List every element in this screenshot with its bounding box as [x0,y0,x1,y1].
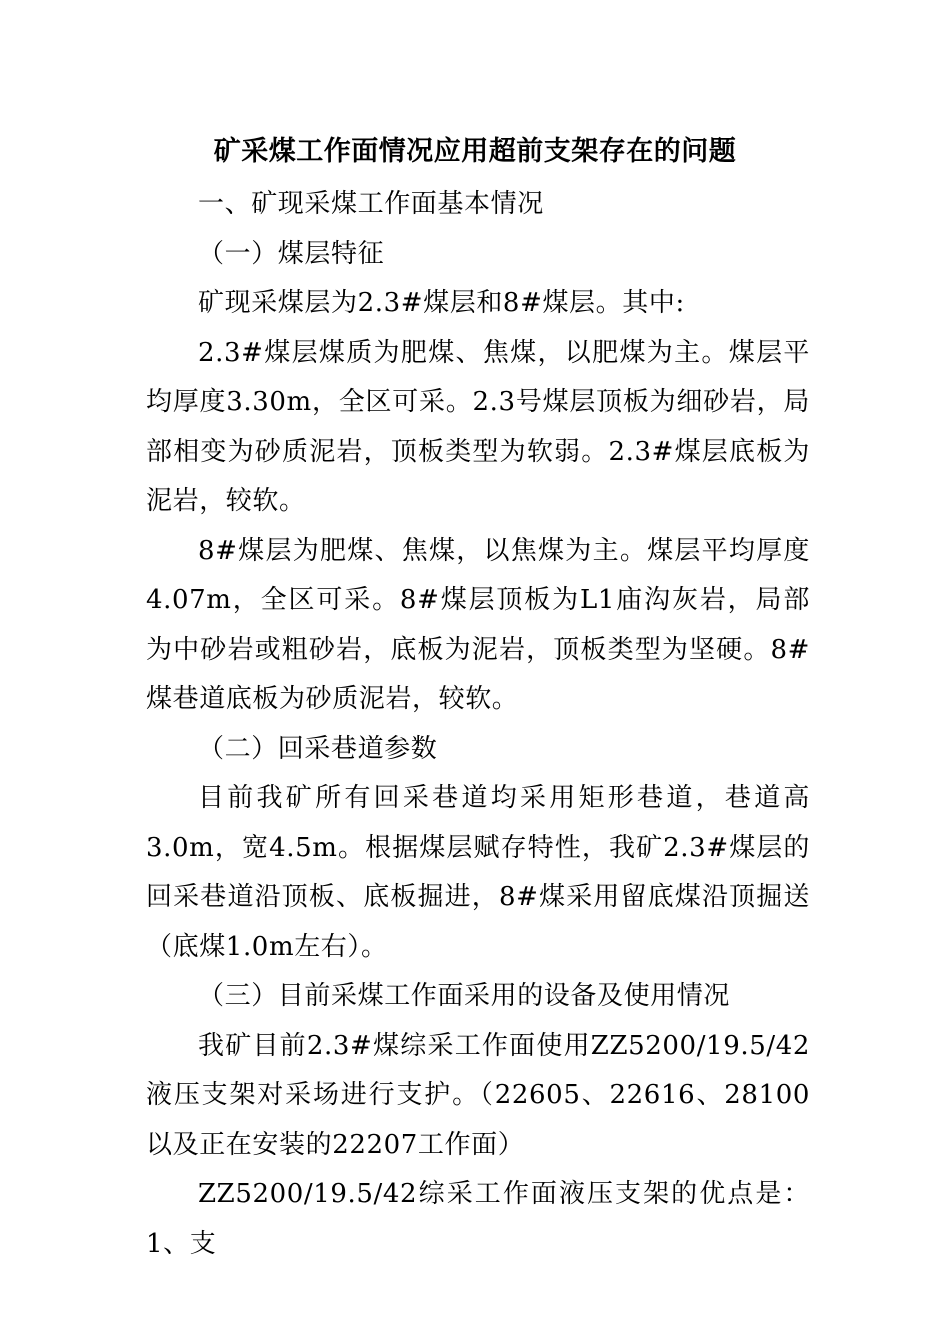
paragraph-seam-8: 8#煤层为肥煤、焦煤，以焦煤为主。煤层平均厚度4.07m，全区可采。8#煤层顶板为L1庙沟灰岩，局部为中砂岩或粗砂岩，底板为泥岩，顶板类型为坚硬。8#煤巷道底板为砂质泥岩，较软。 [146,535,810,714]
document-body [146,180,810,1269]
subsection-heading-2: （二）回采巷道参数 [198,733,438,764]
section-heading-1: 一、矿现采煤工作面基本情况 [198,189,544,219]
paragraph-equipment: 我矿目前2.3#煤综采工作面使用ZZ5200/19.5/42液压支架对采场进行支护。（22605、22616、28100以及正在安装的22207工作面） [146,1030,810,1160]
subsection-heading-1: （一）煤层特征 [198,238,385,269]
paragraph-coal-seams: 矿现采煤层为2.3#煤层和8#煤层。其中: [198,288,685,318]
subsection-heading-3: （三）目前采煤工作面采用的设备及使用情况 [198,981,731,1011]
paragraph-seam-2-3: 2.3#煤层煤质为肥煤、焦煤，以肥煤为主。煤层平均厚度3.30m，全区可采。2.3号煤层顶板为细砂岩，局部相变为砂质泥岩，顶板类型为软弱。2.3#煤层底板为泥岩，较软。 [146,337,810,516]
document-title: 矿采煤工作面情况应用超前支架存在的问题 [213,136,737,167]
paragraph-roadway-params: 目前我矿所有回采巷道均采用矩形巷道，巷道高3.0m，宽4.5m。根据煤层赋存特性，我矿2.3#煤层的回采巷道沿顶板、底板掘进，8#煤采用留底煤沿顶掘送（底煤1.0m左右）。 [146,783,810,962]
paragraph-advantages: ZZ5200/19.5/42综采工作面液压支架的优点是：1、支 [146,1179,810,1259]
